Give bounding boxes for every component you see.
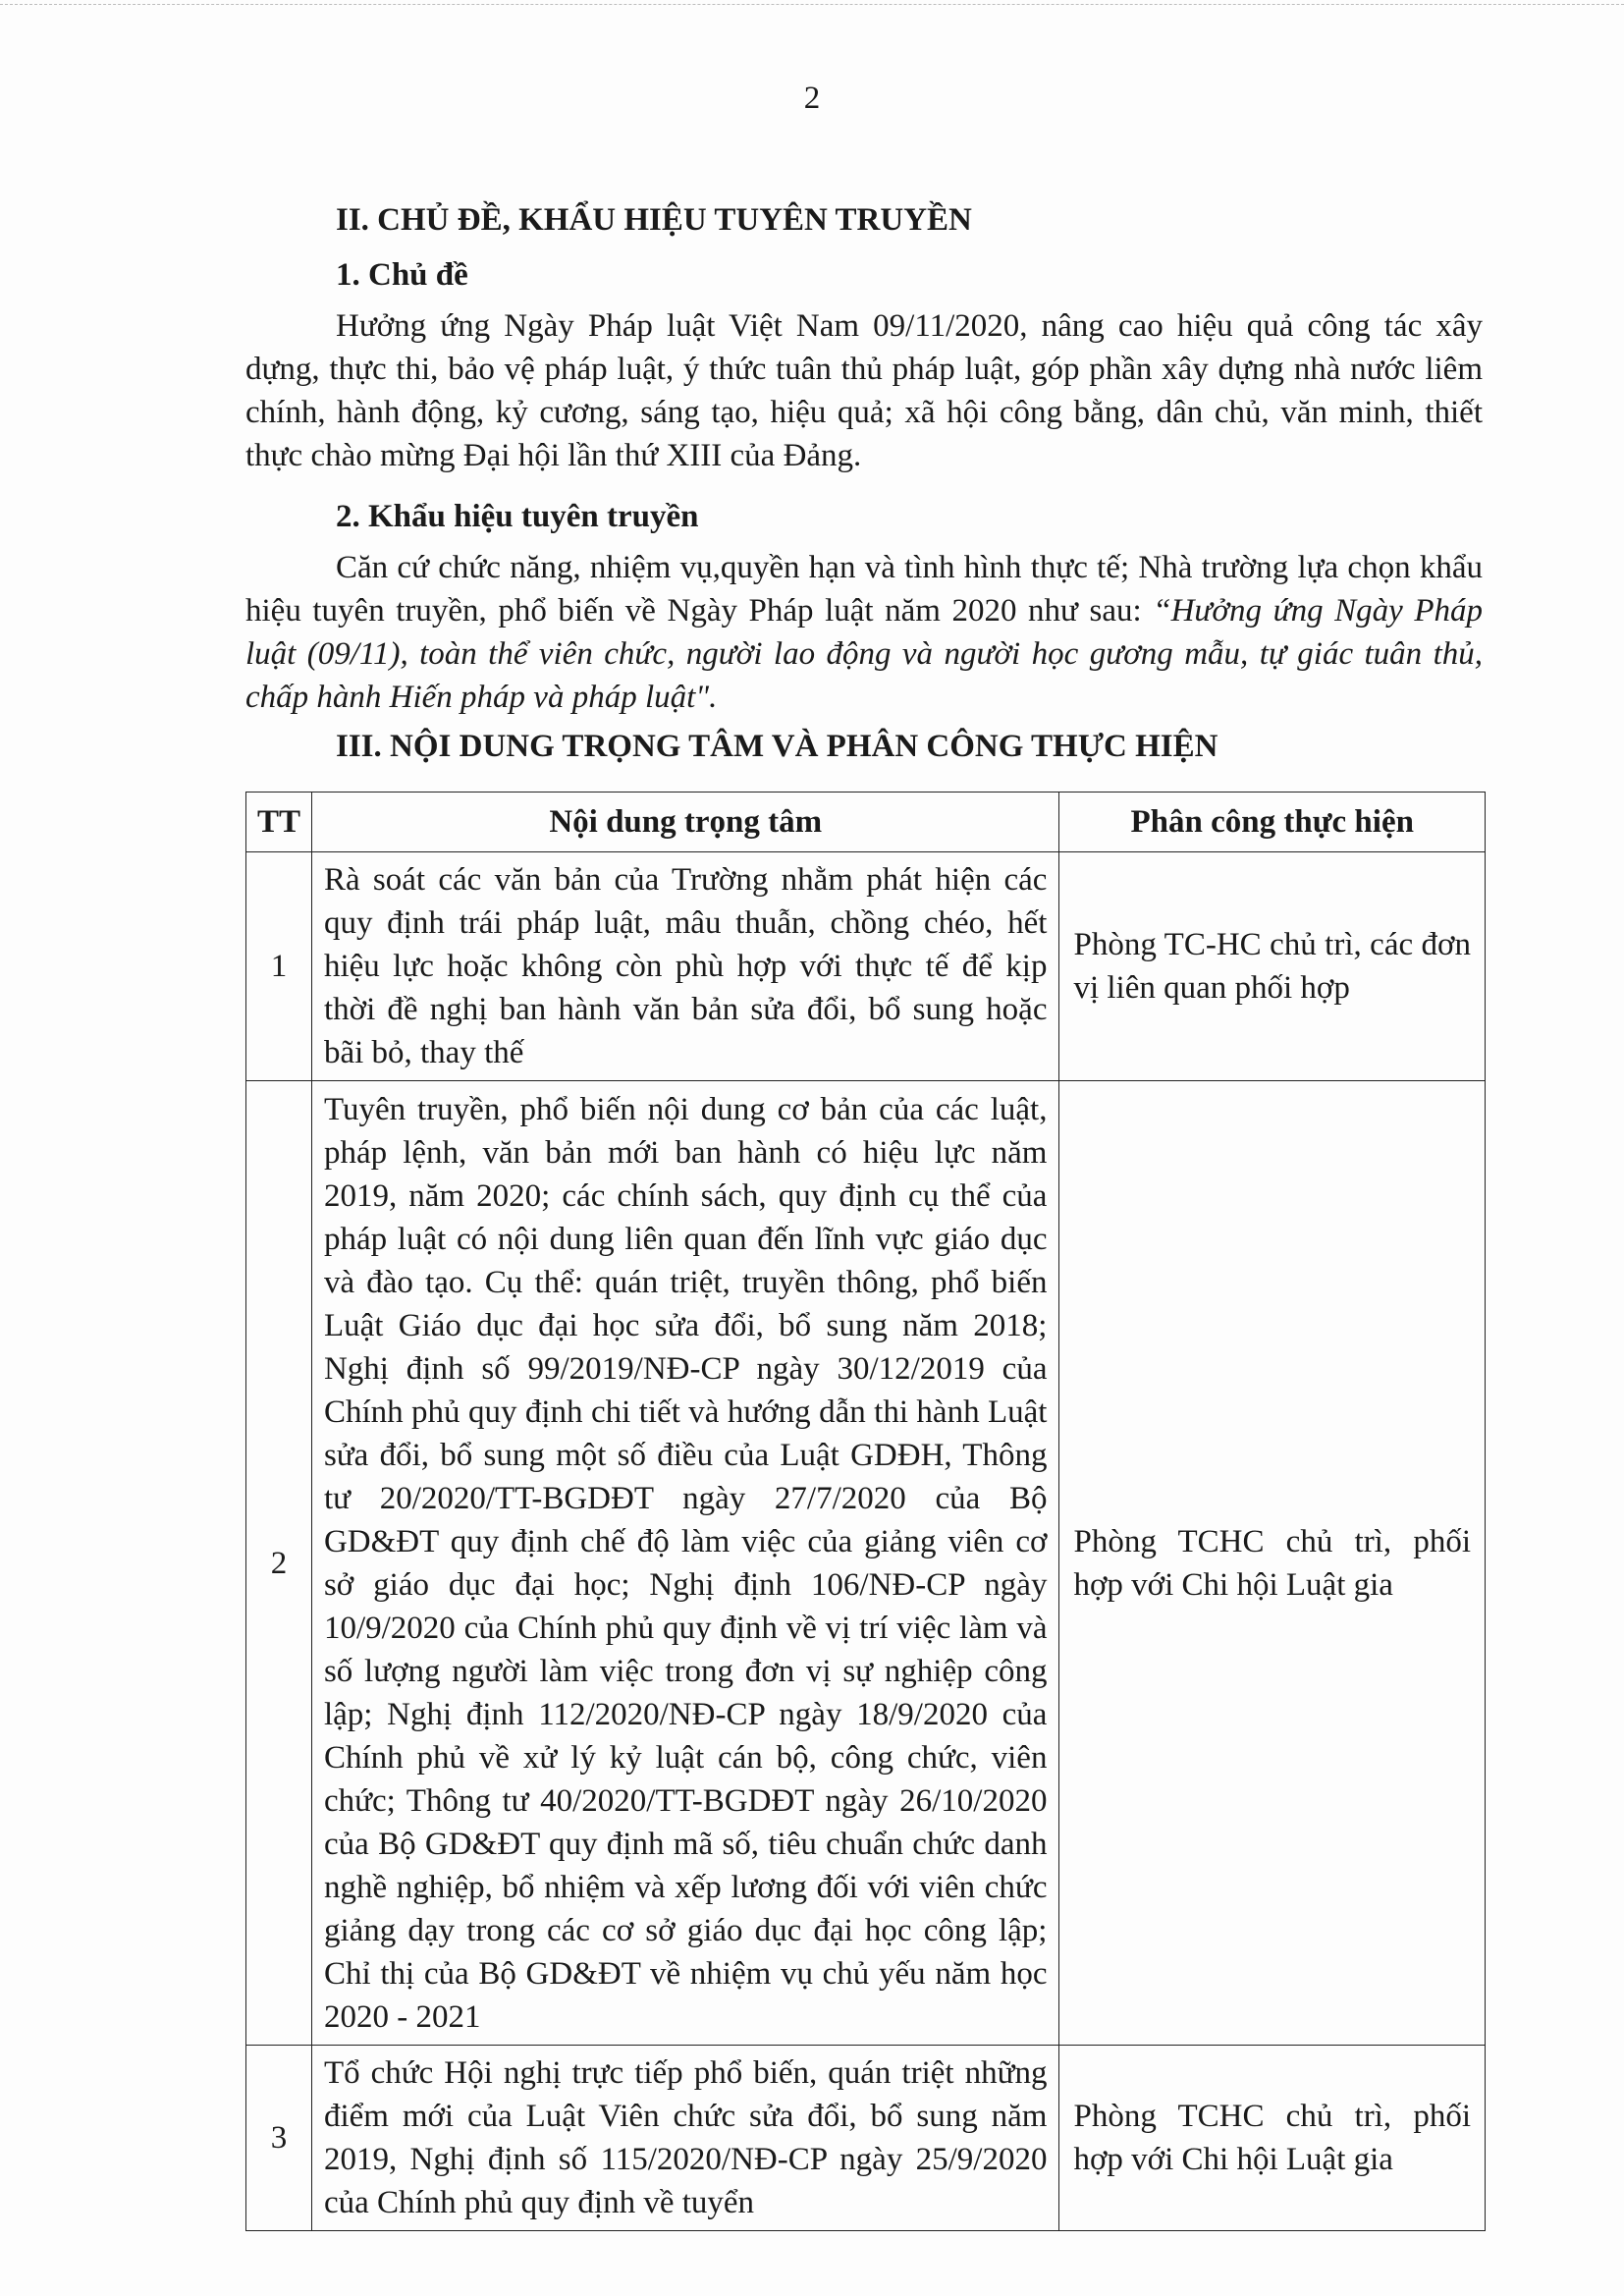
row-content: Tuyên truyền, phổ biến nội dung cơ bản của các luật, pháp lệnh, văn bản mới ban hành có hiệu lực năm 2019, năm 2020; các chính sách, quy định cụ thể của pháp luật có nội dung liên quan đến lĩnh vực giáo dục và đào tạo. Cụ thể: quán triệt, truyền thông, phổ biến Luật Giáo dục đại học sửa đổi, bổ sung năm 2018; Nghị định số 99/2019/NĐ-CP ngày 30/12/2019 của Chính phủ quy định chi tiết và hướng dẫn thi hành Luật sửa đổi, bổ sung một số điều của Luật GDĐH, Thông tư 20/2020/TT-BGDĐT ngày 27/7/2020 của Bộ GD&ĐT quy định chế độ làm việc của giảng viên cơ sở giáo dục đại học; Nghị định 106/NĐ-CP ngày 10/9/2020 của Chính phủ quy định về vị trí việc làm và số lượng người làm việc trong đơn vị sự nghiệp công lập; Nghị định 112/2020/NĐ-CP ngày 18/9/2020 của Chính phủ về xử lý kỷ luật cán bộ, công chức, viên chức; Thông tư 40/2020/TT-BGDĐT ngày 26/10/2020 của Bộ GD&ĐT quy định mã số, tiêu chuẩn chức danh nghề nghiệp, bổ nhiệm và xếp lương đối với viên chức giảng dạy trong các cơ sở giáo dục đại học công lập; Chỉ thị của Bộ GD&ĐT về nhiệm vụ chủ yếu năm học 2020 - 2021 xyxy=(311,1081,1059,2046)
slogan-intro: Căn cứ chức năng, nhiệm vụ,quyền hạn và tình hình thực tế; Nhà trường lựa chọn khẩu hiệu tuyên truyền, phổ biến về Ngày Pháp luật năm 2020 như sau: xyxy=(245,550,1483,629)
slogan-paragraph xyxy=(245,546,1483,719)
assignment-table xyxy=(245,792,1486,2231)
row-number: 3 xyxy=(246,2046,312,2231)
row-number: 1 xyxy=(246,852,312,1081)
header-tt: TT xyxy=(246,793,312,852)
header-assign: Phân công thực hiện xyxy=(1059,793,1486,852)
row-content: Tổ chức Hội nghị trực tiếp phổ biến, quán triệt những điểm mới của Luật Viên chức sửa đổi, bổ sung năm 2019, Nghị định số 115/2020/NĐ-CP ngày 25/9/2020 của Chính phủ quy định về tuyển xyxy=(311,2046,1059,2231)
slogan-quote: “Hưởng ứng Ngày Pháp luật (09/11), toàn thể viên chức, người lao động và người học gương mẫu, tự giác tuân thủ, chấp hành Hiến pháp và pháp luật". xyxy=(245,593,1483,715)
row-number: 2 xyxy=(246,1081,312,2046)
table-row xyxy=(246,2046,1486,2231)
table-row xyxy=(246,852,1486,1081)
row-assignment: Phòng TCHC chủ trì, phối hợp với Chi hội Luật gia xyxy=(1059,2046,1486,2231)
row-content: Rà soát các văn bản của Trường nhằm phát hiện các quy định trái pháp luật, mâu thuẫn, chồng chéo, hết hiệu lực hoặc không còn phù hợp với thực tế để kịp thời đề nghị ban hành văn bản sửa đổi, bổ sung hoặc bãi bỏ, thay thế xyxy=(311,852,1059,1081)
slogan-heading: 2. Khẩu hiệu tuyên truyền xyxy=(336,499,699,534)
section-2-heading: II. CHỦ ĐỀ, KHẨU HIỆU TUYÊN TRUYỀN xyxy=(336,202,972,238)
topic-heading: 1. Chủ đề xyxy=(336,257,468,293)
table-row xyxy=(246,1081,1486,2046)
row-assignment: Phòng TCHC chủ trì, phối hợp với Chi hội Luật gia xyxy=(1059,1081,1486,2046)
row-assignment: Phòng TC-HC chủ trì, các đơn vị liên quan phối hợp xyxy=(1059,852,1486,1081)
table-header-row xyxy=(246,793,1486,852)
section-3-heading: III. NỘI DUNG TRỌNG TÂM VÀ PHÂN CÔNG THỰC HIỆN xyxy=(336,729,1218,764)
topic-paragraph: Hưởng ứng Ngày Pháp luật Việt Nam 09/11/2020, nâng cao hiệu quả công tác xây dựng, thực thi, bảo vệ pháp luật, ý thức tuân thủ pháp luật, góp phần xây dựng nhà nước liêm chính, hành động, kỷ cương, sáng tạo, hiệu quả; xã hội công bằng, dân chủ, văn minh, thiết thực chào mừng Đại hội lần thứ XIII của Đảng. xyxy=(245,308,1483,473)
page-number: 2 xyxy=(803,81,821,116)
header-content: Nội dung trọng tâm xyxy=(311,793,1059,852)
scan-top-edge xyxy=(0,4,1624,5)
